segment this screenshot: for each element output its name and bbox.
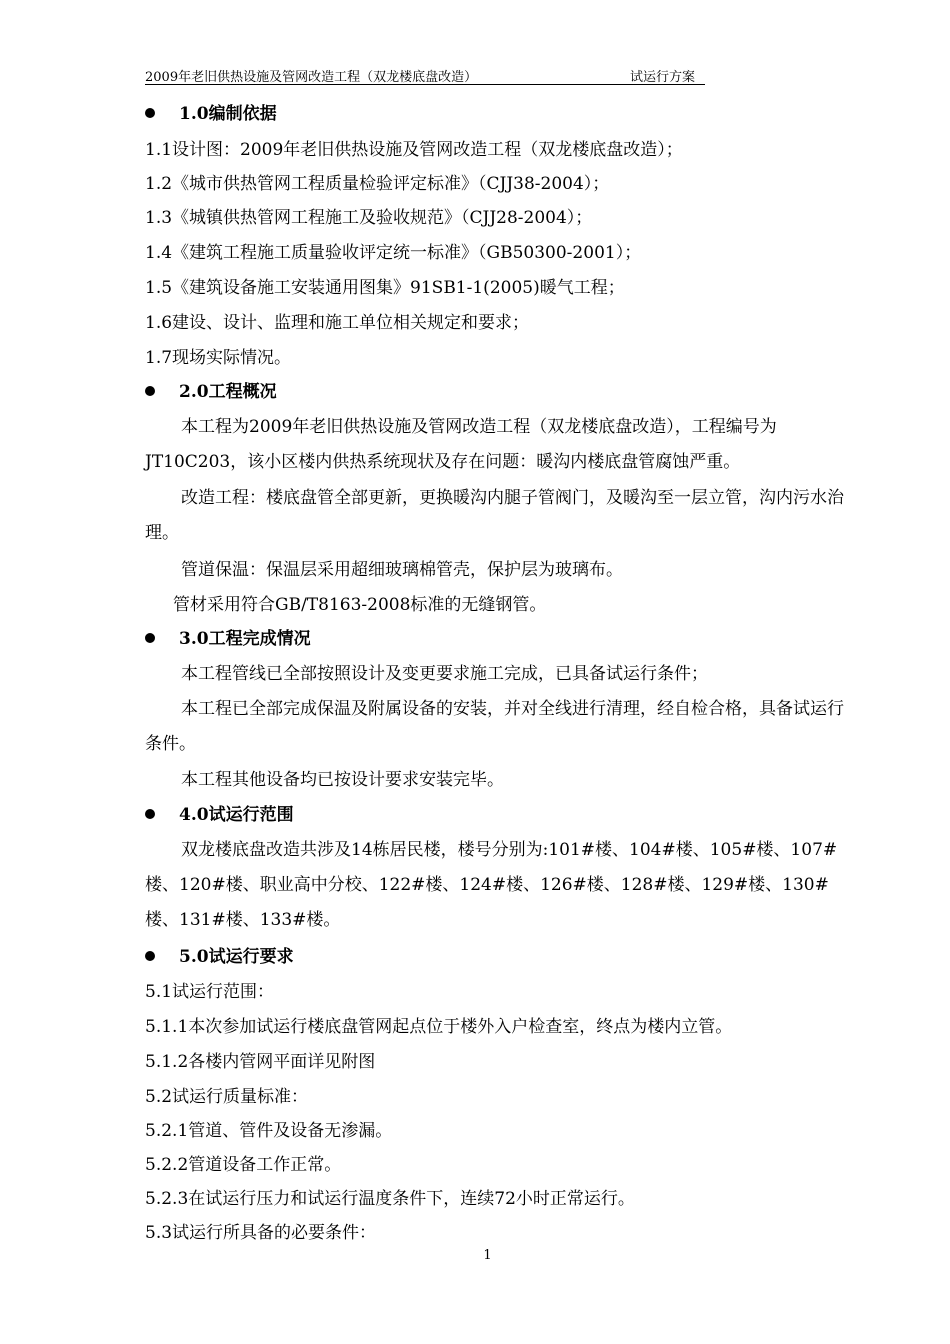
list-item: 5.2.3在试运行压力和试运行温度条件下，连续72小时正常运行。 xyxy=(145,1189,635,1209)
paragraph: 本工程其他设备均已按设计要求安装完毕。 xyxy=(181,770,504,790)
paragraph: 本工程为2009年老旧供热设施及管网改造工程（双龙楼底盘改造），工程编号为JT10C203，该小区楼内供热系统现状及存在问题：暖沟内楼底盘管腐蚀严重。 xyxy=(145,417,777,472)
paragraph: 管道保温：保温层采用超细玻璃棉管壳，保护层为玻璃布。 xyxy=(181,560,623,580)
section-3-heading xyxy=(145,627,311,651)
section-5-heading xyxy=(145,945,294,969)
page-number: 1 xyxy=(483,1248,492,1263)
list-item: 1.1设计图：2009年老旧供热设施及管网改造工程（双龙楼底盘改造）； xyxy=(145,140,683,160)
bullet-icon xyxy=(145,108,155,118)
list-item: 1.5《建筑设备施工安装通用图集》91SB1-1(2005)暖气工程； xyxy=(145,278,625,298)
section-1-heading xyxy=(145,102,277,126)
list-item: 5.1.1本次参加试运行楼底盘管网起点位于楼外入户检查室，终点为楼内立管。 xyxy=(145,1017,733,1037)
header-doc-type: 试运行方案 xyxy=(630,70,696,85)
header-title: 2009年老旧供热设施及管网改造工程（双龙楼底盘改造） xyxy=(145,70,478,85)
paragraph: 改造工程：楼底盘管全部更新，更换暖沟内腿子管阀门，及暖沟至一层立管，沟内污水治理。 xyxy=(145,488,844,543)
section-2-title: 2.0工程概况 xyxy=(179,382,277,402)
list-item: 5.3试运行所具备的必要条件： xyxy=(145,1223,377,1243)
list-item: 5.2试运行质量标准： xyxy=(145,1087,309,1107)
section-2-heading xyxy=(145,380,277,404)
list-item: 1.3《城镇供热管网工程施工及验收规范》（CJJ28-2004）； xyxy=(145,208,593,228)
section-1-title: 1.0编制依据 xyxy=(179,104,277,124)
paragraph: 本工程管线已全部按照设计及变更要求施工完成，已具备试运行条件； xyxy=(181,664,708,684)
list-item: 1.7现场实际情况。 xyxy=(145,348,292,368)
paragraph: 管材采用符合GB/T8163-2008标准的无缝钢管。 xyxy=(173,595,547,615)
list-item: 5.1试运行范围： xyxy=(145,982,275,1002)
header-rule xyxy=(145,84,705,85)
list-item: 1.2《城市供热管网工程质量检验评定标准》（CJJ38-2004）； xyxy=(145,174,610,194)
list-item: 5.2.1管道、管件及设备无渗漏。 xyxy=(145,1121,393,1141)
list-item: 1.4《建筑工程施工质量验收评定统一标准》（GB50300-2001）； xyxy=(145,243,642,263)
section-4-title: 4.0试运行范围 xyxy=(179,805,294,825)
paragraph: 本工程已全部完成保温及附属设备的安装，并对全线进行清理，经自检合格，具备试运行条件。 xyxy=(145,699,844,754)
list-item: 5.1.2各楼内管网平面详见附图 xyxy=(145,1052,376,1072)
section-3-title: 3.0工程完成情况 xyxy=(179,629,311,649)
section-5-title: 5.0试运行要求 xyxy=(179,947,294,967)
bullet-icon xyxy=(145,951,155,961)
page-header xyxy=(145,66,705,84)
bullet-icon xyxy=(145,633,155,643)
bullet-icon xyxy=(145,809,155,819)
paragraph: 双龙楼底盘改造共涉及14栋居民楼，楼号分别为:101#楼、104#楼、105#楼、107#楼、120#楼、职业高中分校、122#楼、124#楼、126#楼、128#楼、129#楼、130#楼、131#楼、133#楼。 xyxy=(145,840,838,930)
bullet-icon xyxy=(145,386,155,396)
list-item: 5.2.2管道设备工作正常。 xyxy=(145,1155,342,1175)
section-4-heading xyxy=(145,803,294,827)
list-item: 1.6建设、设计、监理和施工单位相关规定和要求； xyxy=(145,313,530,333)
